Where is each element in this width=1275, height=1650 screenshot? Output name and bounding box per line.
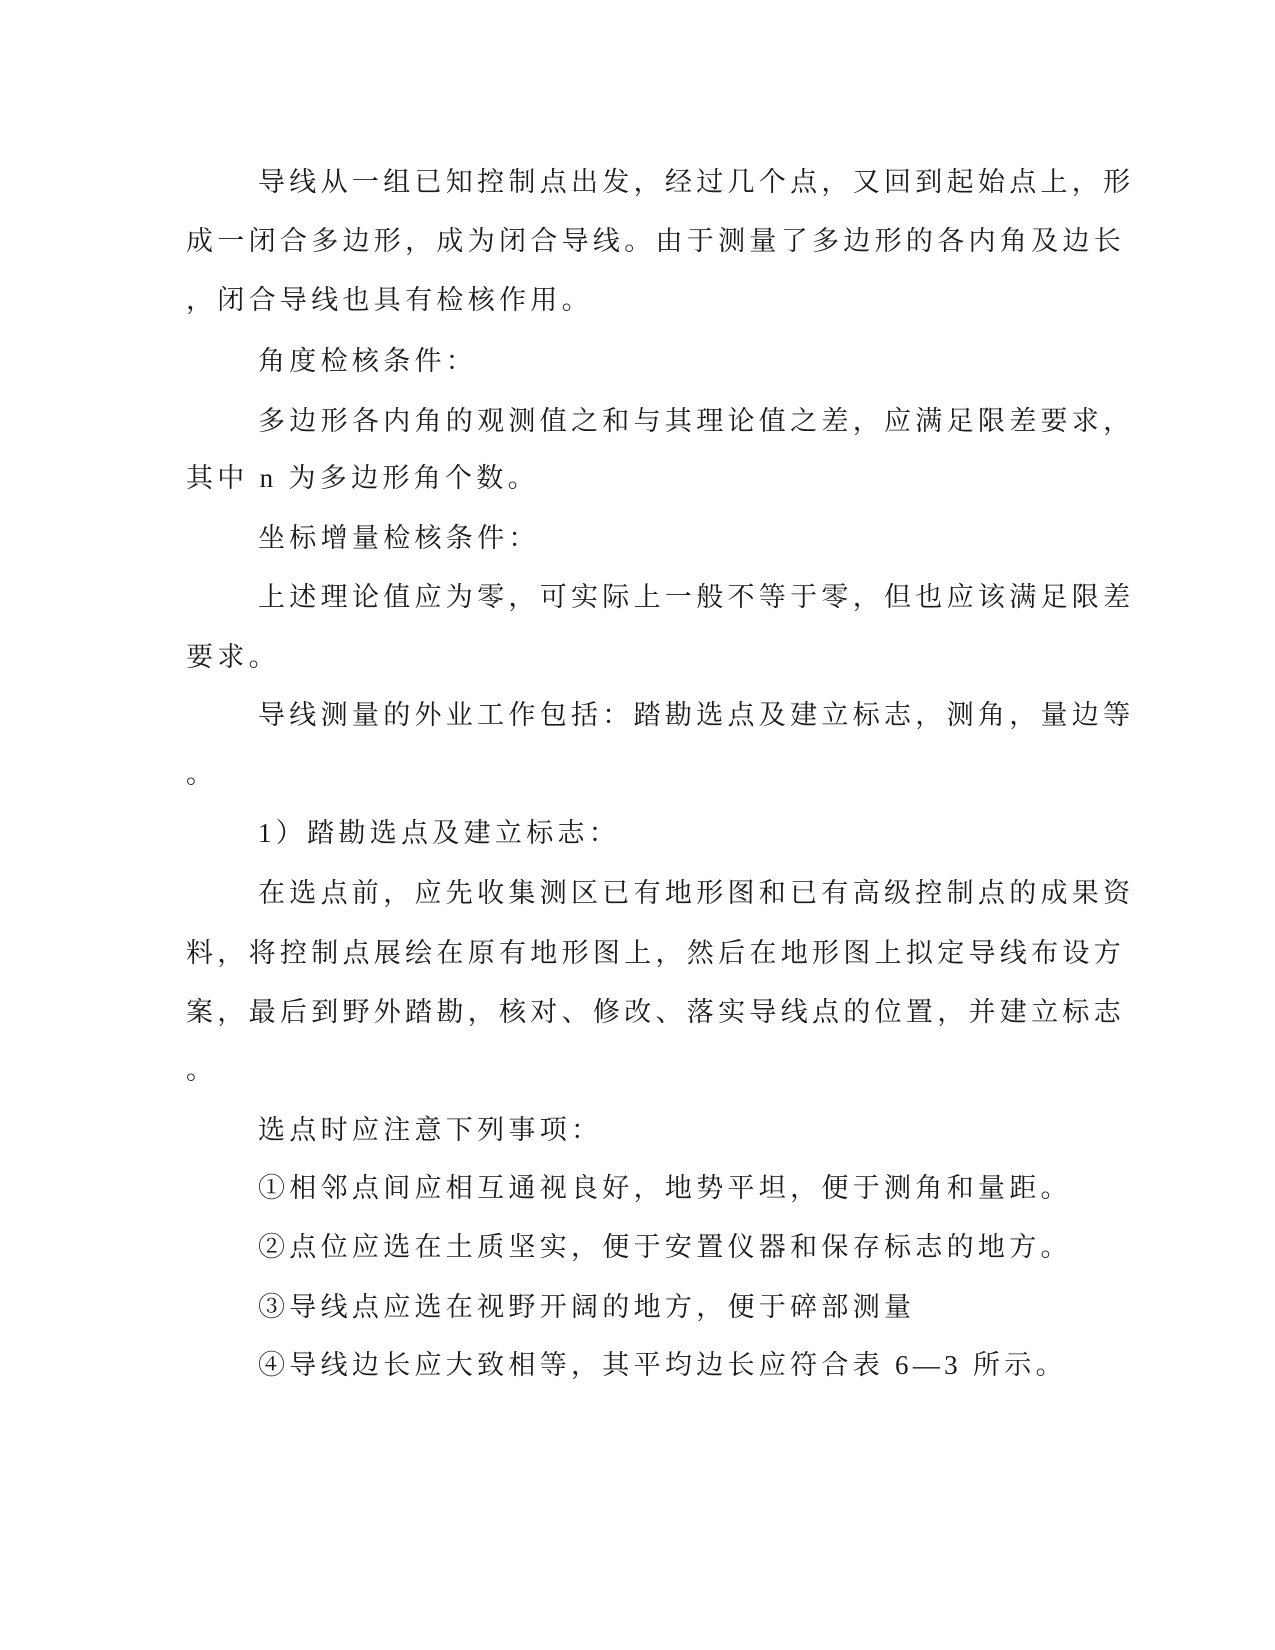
paragraph-line: 坐标增量检核条件： <box>258 523 540 553</box>
paragraph-line: 要求。 <box>186 642 280 672</box>
paragraph-line: 多边形各内角的观测值之和与其理论值之差，应满足限差要求， <box>258 406 1135 436</box>
paragraph-line: 成一闭合多边形，成为闭合导线。由于测量了多边形的各内角及边长 <box>186 226 1125 256</box>
list-item: ③导线点应选在视野开阔的地方，便于碎部测量 <box>258 1292 916 1322</box>
paragraph-line: 案，最后到野外踏勘，核对、修改、落实导线点的位置，并建立标志 <box>186 997 1125 1027</box>
paragraph-line: 1）踏勘选点及建立标志： <box>258 818 621 848</box>
paragraph-line: 角度检核条件： <box>258 346 478 376</box>
paragraph-line: 其中 n 为多边形角个数。 <box>186 463 539 493</box>
list-item: ②点位应选在土质坚实，便于安置仪器和保存标志的地方。 <box>258 1232 1072 1262</box>
paragraph-line: 上述理论值应为零，可实际上一般不等于零，但也应该满足限差 <box>258 582 1135 612</box>
paragraph-line: ，闭合导线也具有检核作用。 <box>186 285 593 315</box>
list-item: ④导线边长应大致相等，其平均边长应符合表 6—3 所示。 <box>258 1350 1067 1380</box>
paragraph-line: 在选点前，应先收集测区已有地形图和已有高级控制点的成果资 <box>258 878 1135 908</box>
paragraph-line: 导线从一组已知控制点出发，经过几个点，又回到起始点上，形 <box>258 167 1135 197</box>
paragraph-line: 选点时应注意下列事项： <box>258 1115 603 1145</box>
list-item: ①相邻点间应相互通视良好，地势平坦，便于测角和量距。 <box>258 1173 1072 1203</box>
paragraph-line: 导线测量的外业工作包括：踏勘选点及建立标志，测角，量边等 <box>258 700 1135 730</box>
paragraph-line: 料，将控制点展绘在原有地形图上，然后在地形图上拟定导线布设方 <box>186 938 1125 968</box>
paragraph-line: 。 <box>186 759 218 789</box>
paragraph-line: 。 <box>186 1055 218 1085</box>
